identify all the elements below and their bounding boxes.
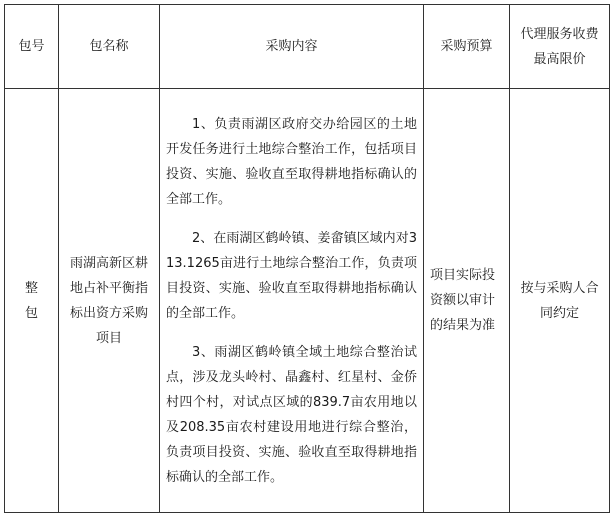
header-pkg-no: 包号 (5, 5, 59, 89)
cell-pkg-name: 雨湖高新区耕地占补平衡指标出资方采购项目 (59, 89, 160, 513)
cell-pkg-no: 整包 (5, 89, 59, 513)
table-header-row (5, 5, 610, 89)
content-item-1: 1、负责雨湖区政府交办给园区的土地开发任务进行土地综合整治工作，包括项目投资、实施、验收直至取得耕地指标确认的全部工作。 (166, 116, 417, 207)
cell-content (160, 89, 424, 513)
procurement-table (4, 4, 610, 513)
cell-budget: 项目实际投资额以审计的结果为准 (424, 89, 510, 513)
table-row (5, 89, 610, 513)
header-pkg-name: 包名称 (59, 5, 160, 89)
content-item-2: 2、在雨湖区鹤岭镇、姜畲镇区域内对313.1265亩进行土地综合整治工作，负责项目投资、实施、验收直至取得耕地指标确认的全部工作。 (166, 230, 417, 321)
cell-fee: 按与采购人合同约定 (510, 89, 610, 513)
content-item-3: 3、雨湖区鹤岭镇全域土地综合整治试点，涉及龙头岭村、晶鑫村、红星村、金侨村四个村，对试点区域的839.7亩农用地以及208.35亩农村建设用地进行综合整治，负责项目投资、实施、验收直至取得耕地指标确认的全部工作。 (166, 344, 417, 485)
header-fee: 代理服务收费最高限价 (510, 5, 610, 89)
header-budget: 采购预算 (424, 5, 510, 89)
header-content: 采购内容 (160, 5, 424, 89)
